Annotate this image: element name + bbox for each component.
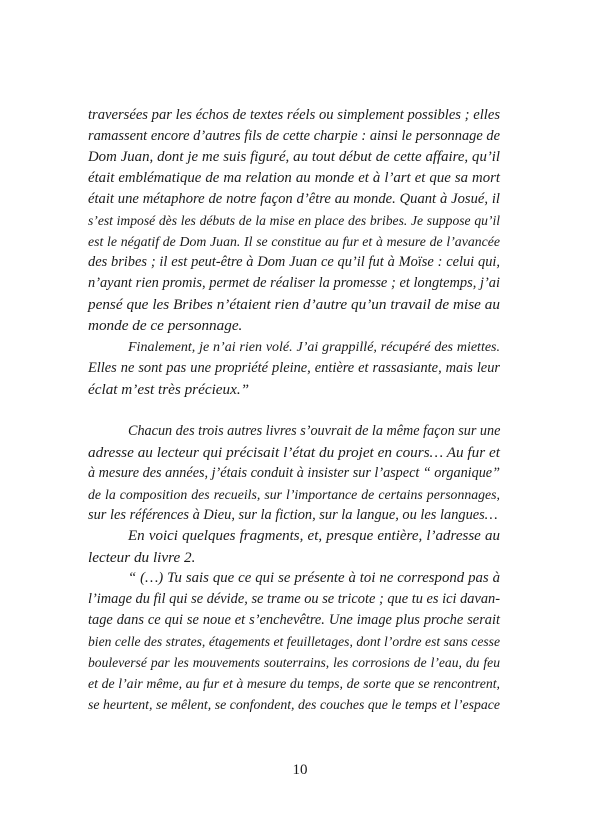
text-line: des bribes ; il est peut-être à Dom Juan ce qu’il fut à Moïse : celui qui, — [88, 254, 500, 271]
text-line: pensé que les Bribes n’étaient rien d’autre qu’un travail de mise au — [88, 296, 500, 314]
paragraph-finalement — [88, 337, 500, 400]
text-line: adresse au lecteur qui précisait l’état du projet en cours… Au fur et — [88, 443, 500, 461]
text-line: de la composition des recueils, sur l’importance de certains personnages, — [88, 486, 500, 502]
text-line: n’ayant rien promis, permet de réaliser la promesse ; et longtemps, j’ai — [88, 275, 500, 292]
text-line: Dom Juan, dont je me suis figuré, au tout début de cette affaire, qu’il — [88, 149, 500, 166]
text-line: lecteur du livre 2. — [88, 548, 196, 566]
text-line: à mesure des années, j’étais conduit à insister sur l’aspect “ organique” — [88, 464, 500, 481]
paragraph-trois-livres — [88, 421, 500, 526]
text-line: bien celle des strates, étagements et feuilletages, dont l’ordre est sans cesse — [88, 634, 500, 650]
text-line: était emblématique de ma relation au monde et à l’art et que sa mort — [88, 170, 500, 187]
text-line: l’image du fil qui se dévide, se trame ou se tricote ; que tu es ici davan- — [88, 591, 501, 608]
text-line: bouleversé par les mouvements souterrains, les corrosions de l’eau, du feu — [88, 655, 500, 671]
text-line: était une métaphore de notre façon d’être au monde. Quant à Josué, il — [88, 191, 500, 208]
text-line: Chacun des trois autres livres s’ouvrait de la même façon sur une — [128, 422, 501, 439]
text-line: ramassent encore d’autres fils de cette charpie : ainsi le personnage de — [88, 128, 500, 145]
section-gap — [88, 400, 500, 421]
text-line: “ (…) Tu sais que ce qui se présente à toi ne correspond pas à — [128, 569, 500, 586]
text-line: En voici quelques fragments, et, presque entière, l’adresse au — [128, 527, 500, 544]
paragraph-fragments — [88, 526, 500, 568]
text-line: traversées par les échos de textes réels ou simplement possibles ; elles — [88, 107, 500, 123]
text-line: éclat m’est très précieux.” — [88, 380, 250, 398]
text-line: s’est imposé dès les débuts de la mise en place des bribes. Je suppose qu’il — [88, 213, 500, 229]
paragraph-dom-juan — [88, 105, 500, 337]
text-line: et de l’air même, au fur et à mesure du temps, de sorte que se rencontrent, — [88, 676, 500, 692]
page-number: 10 — [292, 762, 308, 778]
text-line: tage dans ce qui se noue et s’enchevêtre. Une image plus proche serait — [88, 612, 500, 629]
paragraph-adresse-lecteur — [88, 568, 500, 715]
text-line: est le négatif de Dom Juan. Il se constitue au fur et à mesure de l’avancée — [88, 234, 500, 250]
text-line: Finalement, je n’ai rien volé. J’ai grappillé, récupéré des miettes. — [128, 339, 500, 355]
text-line: monde de ce personnage. — [88, 317, 243, 335]
body-text — [88, 105, 500, 715]
text-line: sur les références à Dieu, sur la fiction, sur la langue, ou les langues… — [88, 506, 498, 523]
text-line: Elles ne sont pas une propriété pleine, entière et rassasiante, mais leur — [88, 359, 500, 376]
text-line: se heurtent, se mêlent, se confondent, des couches que le temps et l’espace — [88, 697, 500, 713]
